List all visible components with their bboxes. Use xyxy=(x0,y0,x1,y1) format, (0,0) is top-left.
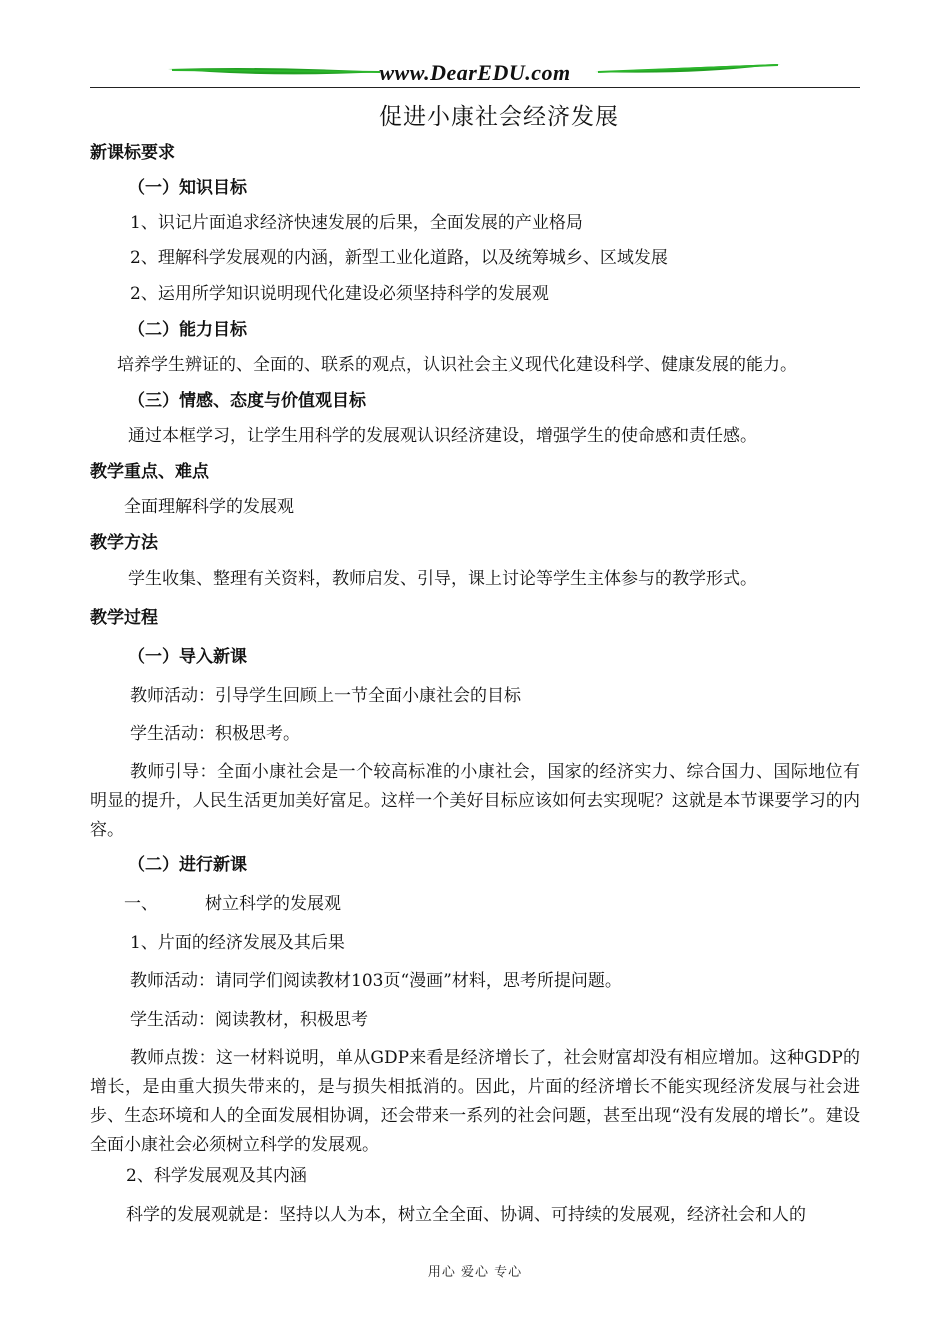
emotion-text: 通过本框学习，让学生用科学的发展观认识经济建设，增强学生的使命感和责任感。 xyxy=(128,426,757,446)
teacher-activity-2: 教师活动：请同学们阅读教材103页“漫画”材料，思考所提问题。 xyxy=(130,971,622,991)
page-title: 促进小康社会经济发展 xyxy=(379,104,619,130)
site-logo-text[interactable]: www.DearEDU.com xyxy=(379,60,571,85)
header-divider xyxy=(90,87,860,88)
heading-method: 教学方法 xyxy=(90,533,158,553)
heading-emotion-goals: （三）情感、态度与价值观目标 xyxy=(128,391,366,411)
heading-ability-goals: （二）能力目标 xyxy=(128,320,247,340)
heading-requirements: 新课标要求 xyxy=(90,143,175,163)
ability-text: 培养学生辨证的、全面的、联系的观点，认识社会主义现代化建设科学、健康发展的能力。 xyxy=(117,355,797,375)
heading-knowledge-goals: （一）知识目标 xyxy=(128,178,247,198)
key-points-text: 全面理解科学的发展观 xyxy=(124,497,294,517)
page-footer: 用心 爱心 专心 xyxy=(427,1265,523,1280)
subsection-1: 1、片面的经济发展及其后果 xyxy=(130,933,345,953)
heading-intro: （一）导入新课 xyxy=(128,647,247,667)
heading-key-points: 教学重点、难点 xyxy=(90,462,209,482)
knowledge-item-1: 1、识记片面追求经济快速发展的后果，全面发展的产业格局 xyxy=(130,213,583,233)
teacher-activity-1: 教师活动：引导学生回顾上一节全面小康社会的目标 xyxy=(130,686,521,706)
heading-new-lesson: （二）进行新课 xyxy=(128,855,247,875)
teacher-point-paragraph: 教师点拨：这一材料说明，单从GDP来看是经济增长了，社会财富却没有相应增加。这种GDP的增长，是由重大损失带来的，是与损失相抵消的。因此，片面的经济增长不能实现经济发展与社会进步、生态环境和人的全面发展相协调，还会带来一系列的社会问题，甚至出现“没有发展的增长”。建设全面小康社会必须树立科学的发展观。 xyxy=(90,1048,860,1155)
teacher-guide-paragraph: 教师引导：全面小康社会是一个较高标准的小康社会，国家的经济实力、综合国力、国际地位有明显的提升，人民生活更加美好富足。这样一个美好目标应该如何去实现呢？这就是本节课要学习的内容。 xyxy=(90,762,860,840)
subsection-2: 2、科学发展观及其内涵 xyxy=(126,1166,307,1186)
knowledge-item-2: 2、理解科学发展观的内涵，新型工业化道路，以及统筹城乡、区域发展 xyxy=(130,248,668,268)
definition-text: 科学的发展观就是：坚持以人为本，树立全全面、协调、可持续的发展观，经济社会和人的 xyxy=(126,1205,806,1225)
method-text: 学生收集、整理有关资料，教师启发、引导，课上讨论等学生主体参与的教学形式。 xyxy=(128,569,757,589)
heading-process: 教学过程 xyxy=(90,608,158,628)
knowledge-item-3: 2、运用所学知识说明现代化建设必须坚持科学的发展观 xyxy=(130,284,549,304)
section-title: 树立科学的发展观 xyxy=(205,894,341,914)
section-number: 一、 xyxy=(124,894,158,914)
section-heading xyxy=(90,890,894,918)
site-header xyxy=(90,58,860,88)
student-activity-1: 学生活动：积极思考。 xyxy=(130,724,300,744)
student-activity-2: 学生活动：阅读教材，积极思考 xyxy=(130,1010,368,1030)
